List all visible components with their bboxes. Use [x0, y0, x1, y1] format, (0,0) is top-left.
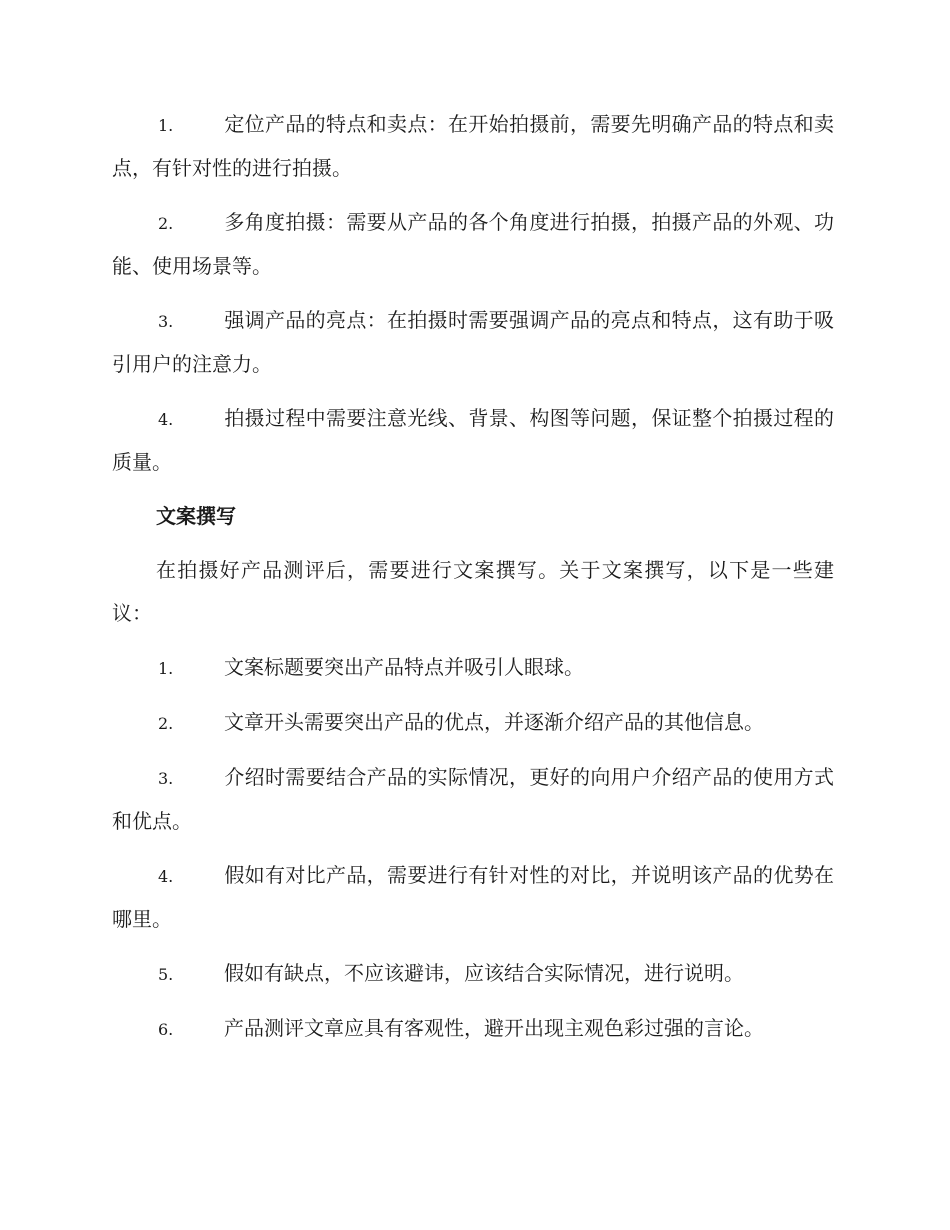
- list-item: [112, 756, 834, 843]
- list-item: [112, 952, 834, 996]
- list-item: [112, 299, 834, 386]
- section-heading: 文案撰写: [156, 504, 236, 528]
- list-text: 文章开头需要突出产品的优点，并逐渐介绍产品的其他信息。: [224, 710, 764, 734]
- list-number: 3.: [158, 312, 174, 331]
- list-text: 文案标题要突出产品特点并吸引人眼球。: [224, 655, 584, 679]
- list-item: [112, 854, 834, 941]
- list-item: [112, 1007, 834, 1051]
- list-text: 多角度拍摄：需要从产品的各个角度进行拍摄，拍摄产品的外观、功能、使用场景等。: [112, 210, 834, 278]
- list-item: [112, 646, 834, 690]
- list-text: 拍摄过程中需要注意光线、背景、构图等问题，保证整个拍摄过程的质量。: [112, 406, 834, 474]
- list-text: 假如有对比产品，需要进行有针对性的对比，并说明该产品的优势在哪里。: [112, 863, 834, 931]
- intro-paragraph: 在拍摄好产品测评后，需要进行文案撰写。关于文案撰写，以下是一些建议：: [112, 558, 834, 625]
- list-text: 假如有缺点，不应该避讳，应该结合实际情况，进行说明。: [224, 961, 744, 985]
- list-number: 6.: [158, 1020, 174, 1039]
- list-item: [112, 701, 834, 745]
- list-text: 介绍时需要结合产品的实际情况，更好的向用户介绍产品的使用方式和优点。: [112, 765, 834, 833]
- list-number: 2.: [158, 214, 174, 233]
- list-number: 4.: [158, 867, 174, 886]
- list-item: [112, 397, 834, 484]
- list-item: [112, 201, 834, 288]
- list-number: 2.: [158, 714, 174, 733]
- list-number: 5.: [158, 965, 174, 984]
- list-text: 产品测评文章应具有客观性，避开出现主观色彩过强的言论。: [224, 1016, 764, 1040]
- list-text: 定位产品的特点和卖点：在开始拍摄前，需要先明确产品的特点和卖点，有针对性的进行拍摄。: [112, 112, 834, 180]
- list-text: 强调产品的亮点：在拍摄时需要强调产品的亮点和特点，这有助于吸引用户的注意力。: [112, 308, 834, 376]
- list-item: [112, 103, 834, 190]
- list-number: 1.: [158, 116, 174, 135]
- list-number: 1.: [158, 659, 174, 678]
- list-number: 3.: [158, 769, 174, 788]
- list-number: 4.: [158, 410, 174, 429]
- document-page: [112, 103, 834, 1062]
